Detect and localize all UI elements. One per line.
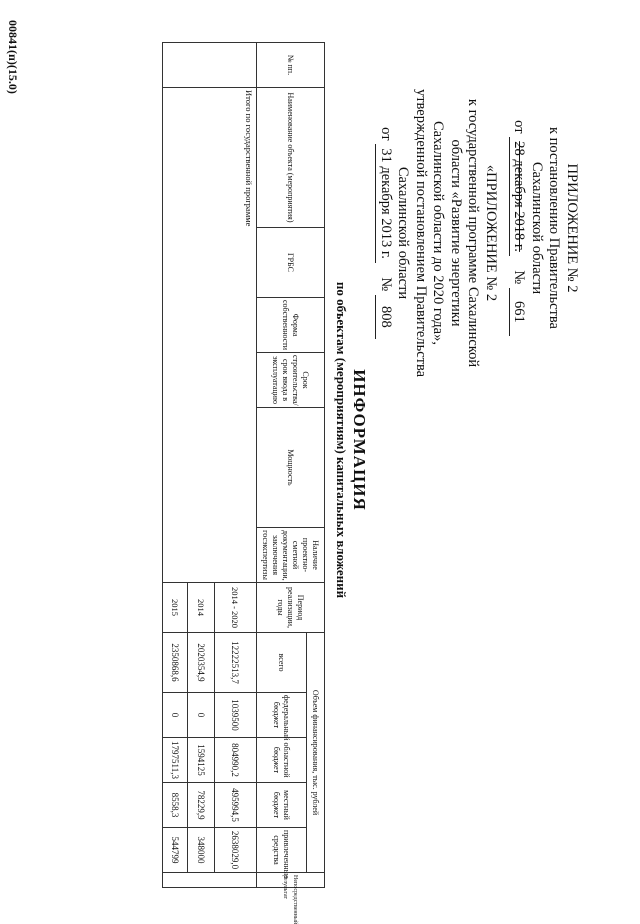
appendix-date-prefix: от — [511, 120, 528, 134]
appendix-line2: Сахалинской области — [529, 161, 545, 295]
appendix-date-line — [509, 108, 528, 348]
appendix-number: 661 — [509, 288, 528, 336]
header-name: Наименование объекта (мероприятия) — [257, 88, 325, 228]
prior-appendix-date: 31 декабря 2013 г. — [376, 144, 395, 263]
header-attracted: привлеченные средства — [257, 828, 307, 873]
row-num-cell — [163, 43, 257, 88]
header-result: Непосредственный результат — [257, 873, 325, 888]
header-capacity: Мощность — [257, 408, 325, 528]
header-financing: Объем финансирования, тыс. рублей — [307, 633, 325, 873]
cell-result — [163, 873, 257, 888]
prior-appendix-title: «ПРИЛОЖЕНИЕ № 2 — [483, 164, 499, 302]
document-subtitle: по объектам (мероприятиям) капитальных вложений — [334, 281, 349, 599]
document-number: 00841(п)(15.0) — [6, 20, 20, 94]
prior-appendix-date-line — [376, 88, 395, 378]
cell-federal: 1039500 — [215, 693, 257, 738]
header-documentation: Наличие проектно-сметной документации, заключения госэкспертизы — [257, 528, 325, 583]
summary-label: Итого по государственной программе — [163, 88, 257, 583]
cell-attracted: 544799 — [163, 828, 188, 873]
prior-appendix-line5: Сахалинской области — [395, 166, 412, 300]
appendix-block — [509, 108, 580, 348]
header-regional: областной бюджет — [257, 738, 307, 783]
header-period: Период реализации, годы — [257, 583, 325, 633]
appendix-line1: к постановлению Правительства — [546, 127, 563, 329]
prior-appendix-line4: утвержденной постановлением Правительства — [413, 88, 429, 378]
prior-appendix-date-prefix: от — [378, 127, 394, 141]
appendix-date: 28 декабря 2018 г. — [509, 137, 528, 256]
prior-appendix-number: 808 — [376, 295, 395, 339]
cell-total: 12222513,7 — [215, 633, 257, 693]
prior-appendix-line2: области «Развитие энергетики — [448, 139, 464, 327]
cell-period: 2014 — [188, 583, 215, 633]
cell-regional: 1797511,3 — [163, 738, 188, 783]
cell-local: 8558,3 — [163, 783, 188, 828]
header-ownership: Форма собственности — [257, 298, 325, 353]
cell-local: 495994,5 — [215, 783, 257, 828]
header-deadline: Срок строительства/срок ввода в эксплуатацию — [257, 353, 325, 408]
appendix-title: ПРИЛОЖЕНИЕ № 2 — [564, 163, 580, 293]
capital-investment-table — [162, 42, 325, 924]
prior-appendix-block — [376, 88, 500, 378]
header-federal: федеральный бюджет — [257, 693, 307, 738]
cell-regional: 804990,2 — [215, 738, 257, 783]
header-num: № пп. — [257, 43, 325, 88]
prior-appendix-num-prefix: № — [378, 277, 394, 292]
cell-total: 2020354,9 — [188, 633, 215, 693]
prior-appendix-line3: Сахалинской области до 2020 года», — [430, 121, 447, 345]
header-local: местный бюджет — [257, 783, 307, 828]
cell-local: 78229,9 — [188, 783, 215, 828]
cell-federal: 0 — [163, 693, 188, 738]
cell-total: 2350868,6 — [163, 633, 188, 693]
cell-attracted: 348000 — [188, 828, 215, 873]
cell-federal: 0 — [188, 693, 215, 738]
document-title: ИНФОРМАЦИЯ — [350, 369, 369, 511]
prior-appendix-line1: к государственной программе Сахалинской — [465, 98, 482, 368]
cell-attracted: 2638029,0 — [215, 828, 257, 873]
cell-period: 2014 - 2020 — [215, 583, 257, 633]
appendix-num-prefix: № — [511, 270, 528, 285]
header-total: всего — [257, 633, 307, 693]
table-row — [215, 43, 257, 888]
cell-regional: 1594125 — [188, 738, 215, 783]
cell-period: 2015 — [163, 583, 188, 633]
header-grbs: ГРБС — [257, 228, 325, 298]
